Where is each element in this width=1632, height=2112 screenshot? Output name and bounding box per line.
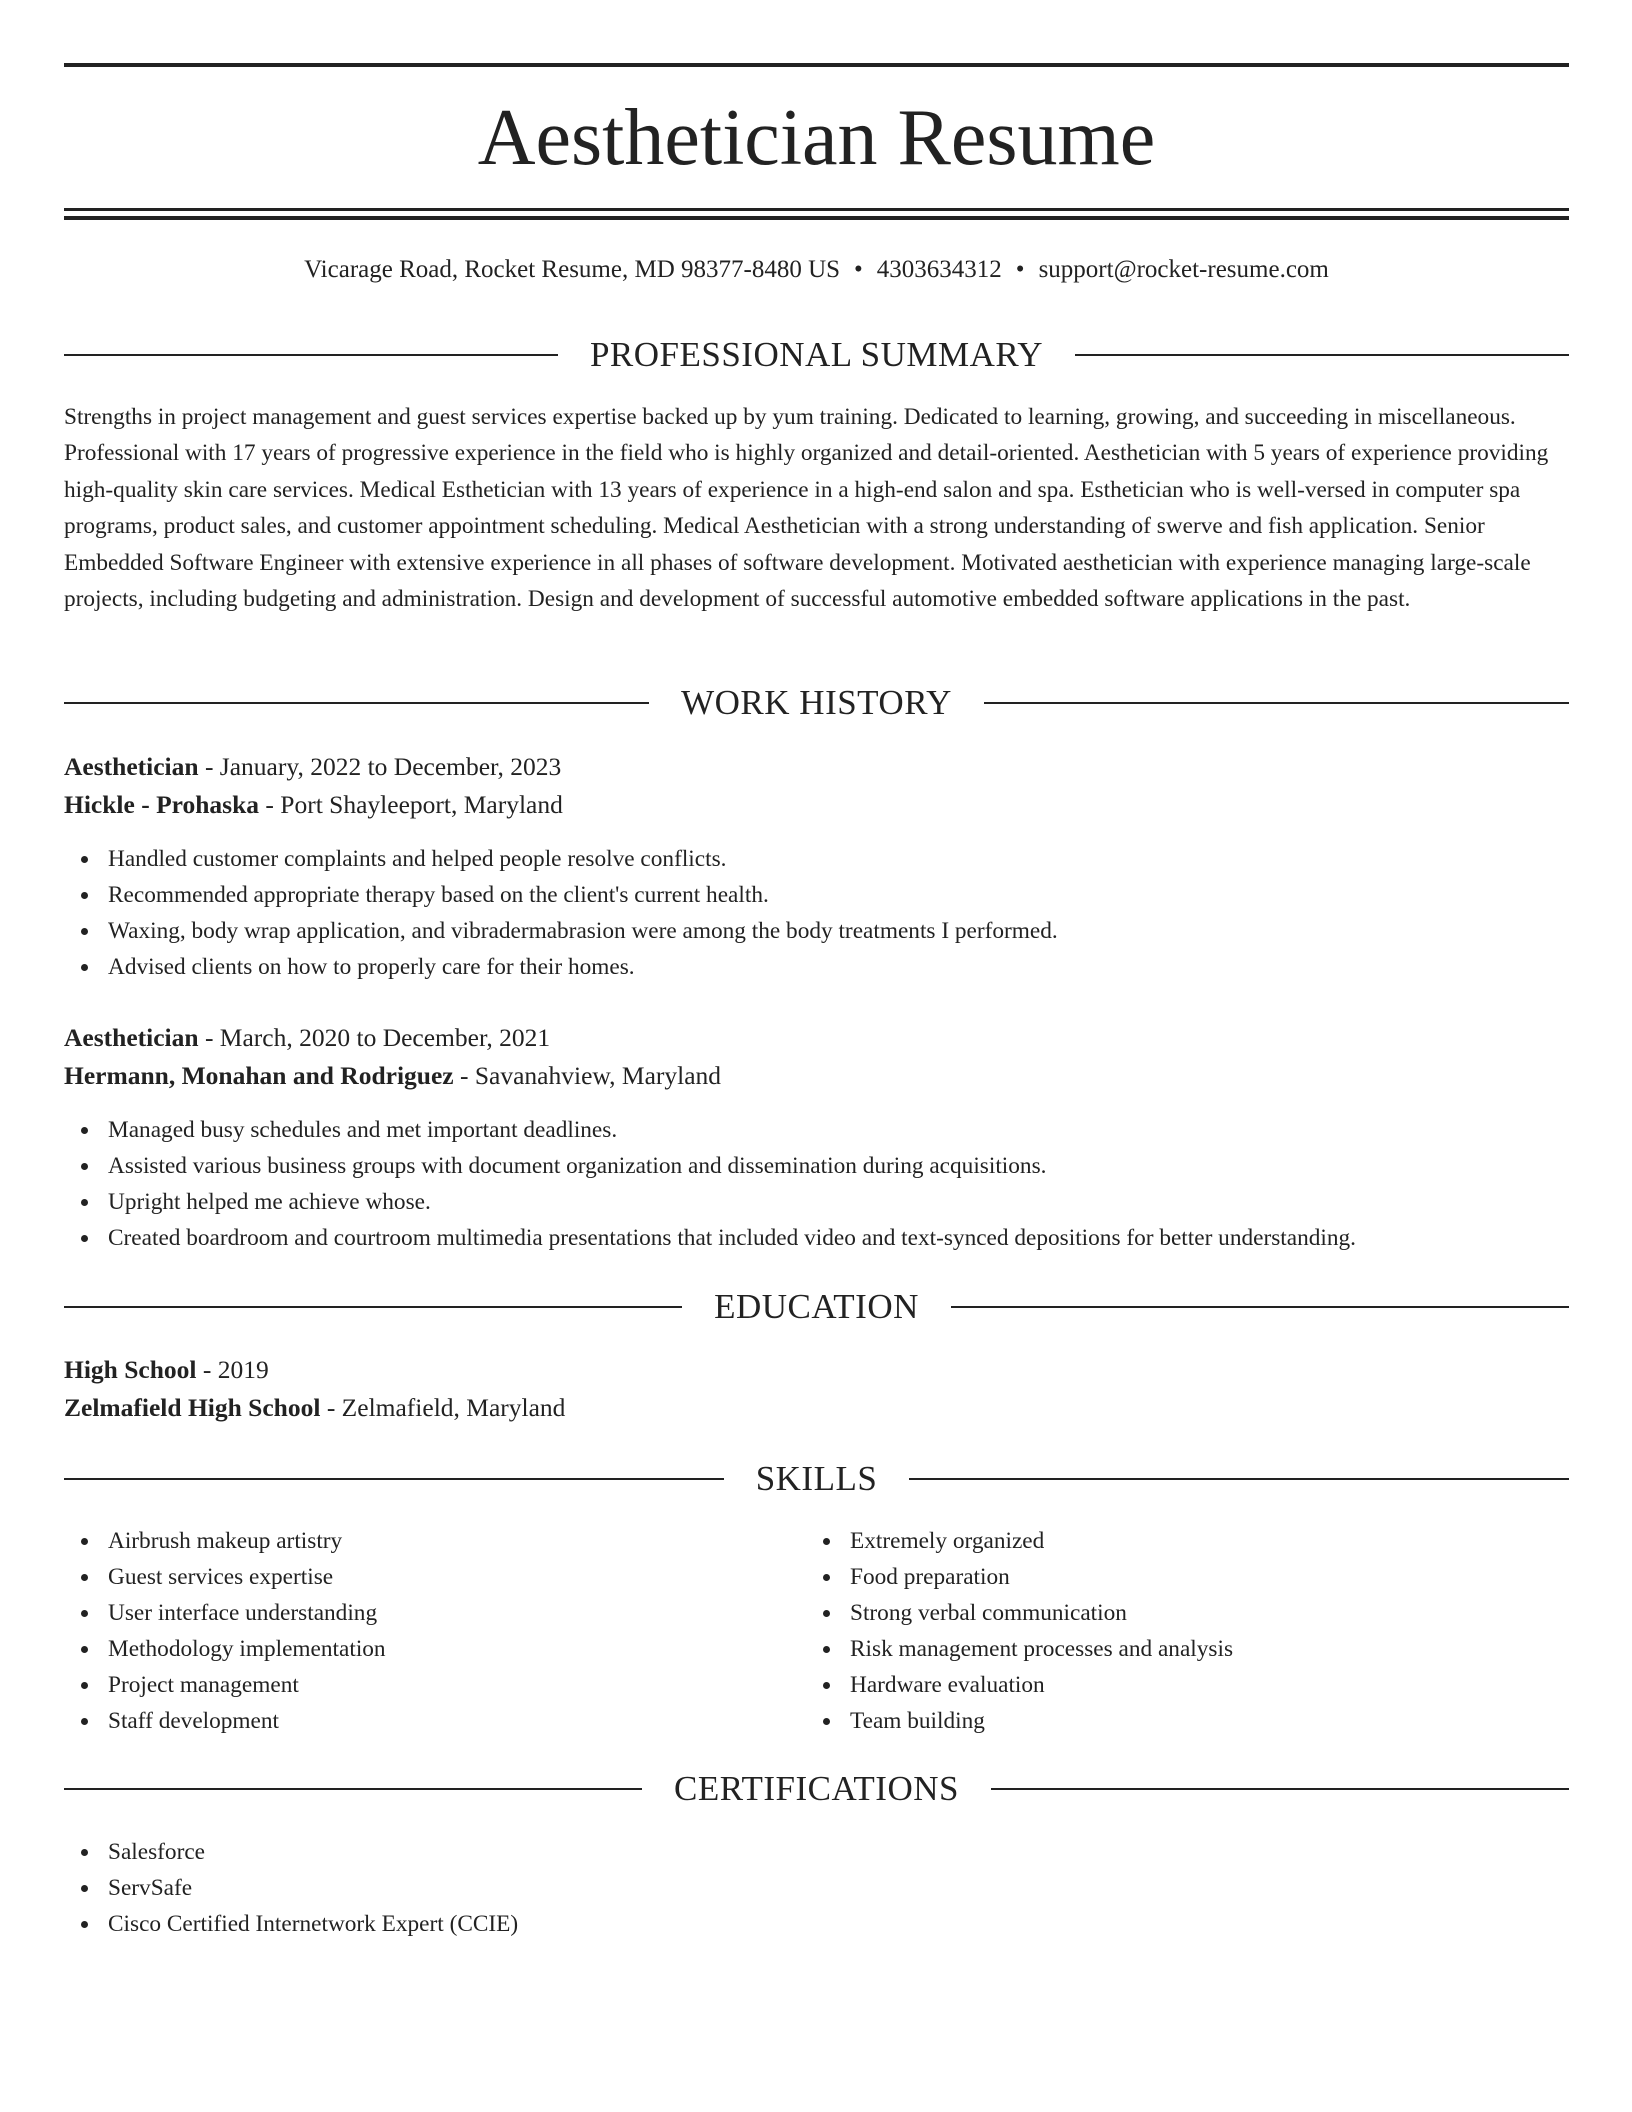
section-rule-left [64, 702, 649, 704]
list-item: Handled customer complaints and helped people resolve conflicts. [64, 841, 1058, 877]
page-title: Aesthetician Resume [477, 94, 1156, 182]
section-header-skills [64, 1457, 1569, 1501]
skills-list-left [64, 1523, 386, 1739]
job-2-dates: - March, 2020 to December, 2021 [198, 1023, 551, 1052]
list-item: Salesforce [64, 1834, 518, 1870]
certifications-list [64, 1834, 518, 1942]
list-item: Project management [64, 1667, 386, 1703]
education-degree-line [64, 1352, 269, 1388]
list-item: Food preparation [806, 1559, 1233, 1595]
contact-separator: • [854, 256, 863, 283]
contact-separator: • [1015, 256, 1025, 283]
list-item: Staff development [64, 1703, 386, 1739]
job-1-company-line [64, 787, 563, 823]
section-rule-left [64, 1788, 642, 1790]
job-2-title-line [64, 1020, 550, 1056]
job-1-dates: - January, 2022 to December, 2023 [198, 752, 562, 781]
job-1-title-line [64, 749, 561, 785]
list-item: ServSafe [64, 1870, 518, 1906]
list-item: Managed busy schedules and met important deadlines. [64, 1112, 1356, 1148]
job-2-title: Aesthetician [64, 1023, 199, 1052]
section-header-work-history [64, 681, 1569, 725]
list-item: User interface understanding [64, 1595, 386, 1631]
section-rule-right [991, 1788, 1569, 1790]
section-title-work-history: WORK HISTORY [681, 683, 952, 722]
job-1-location: - Port Shayleeport, Maryland [259, 790, 563, 819]
list-item: Hardware evaluation [806, 1667, 1233, 1703]
list-item: Upright helped me achieve whose. [64, 1184, 1356, 1220]
education-school-line [64, 1390, 565, 1426]
contact-line [64, 252, 1569, 288]
contact-email: support@rocket-resume.com [1038, 256, 1329, 283]
list-item: Recommended appropriate therapy based on the client's current health. [64, 877, 1058, 913]
list-item: Risk management processes and analysis [806, 1631, 1233, 1667]
job-2-company: Hermann, Monahan and Rodriguez [64, 1061, 454, 1090]
list-item: Team building [806, 1703, 1233, 1739]
section-header-certifications [64, 1767, 1569, 1811]
list-item: Waxing, body wrap application, and vibradermabrasion were among the body treatments I performed. [64, 913, 1058, 949]
list-item: Advised clients on how to properly care for their homes. [64, 949, 1058, 985]
section-title-skills: SKILLS [755, 1459, 878, 1498]
education-location: - Zelmafield, Maryland [320, 1393, 566, 1422]
job-1-company: Hickle - Prohaska [64, 790, 260, 819]
section-rule-right [1075, 354, 1569, 356]
section-rule-right [984, 702, 1569, 704]
list-item: Guest services expertise [64, 1559, 386, 1595]
section-title-education: EDUCATION [714, 1287, 919, 1326]
education-year: - 2019 [196, 1355, 269, 1384]
list-item: Strong verbal communication [806, 1595, 1233, 1631]
section-rule-right [909, 1478, 1569, 1480]
section-title-summary: PROFESSIONAL SUMMARY [589, 335, 1044, 374]
education-school: Zelmafield High School [64, 1393, 321, 1422]
summary-paragraph: Strengths in project management and guest services expertise backed up by yum training. Dedicated to learning, growing, and succeeding in miscellaneous. Professional with 17 years of progressive experience in the field who is highly organized and detail-oriented. Aesthetician with 5 years of experience providing high-quality skin care services. Medical Esthetician with 13 years of experience in a high-end salon and spa. Esthetician who is well-versed in computer spa programs, product sales, and customer appointment scheduling. Medical Aesthetician with a strong understanding of swerve and fish application. Senior Embedded Software Engineer with extensive experience in all phases of software development. Motivated aesthetician with experience managing large-scale projects, including budgeting and administration. Design and development of successful automotive embedded software applications in the past. [64, 404, 1549, 613]
list-item: Methodology implementation [64, 1631, 386, 1667]
section-header-summary [64, 333, 1569, 377]
skills-list-right [806, 1523, 1233, 1739]
section-header-education [64, 1285, 1569, 1329]
section-title-certifications: CERTIFICATIONS [674, 1769, 959, 1808]
list-item: Assisted various business groups with document organization and dissemination during acquisitions. [64, 1148, 1356, 1184]
education-degree: High School [64, 1355, 197, 1384]
title-double-rule-upper [64, 208, 1569, 211]
list-item: Cisco Certified Internetwork Expert (CCIE) [64, 1906, 518, 1942]
job-2-company-line [64, 1058, 721, 1094]
list-item: Airbrush makeup artistry [64, 1523, 386, 1559]
section-rule-left [64, 1306, 682, 1308]
top-rule [64, 63, 1569, 67]
contact-address: Vicarage Road, Rocket Resume, MD 98377-8480 US [304, 256, 841, 283]
job-1-duties [64, 841, 1058, 985]
job-1-title: Aesthetician [64, 752, 199, 781]
list-item: Extremely organized [806, 1523, 1233, 1559]
title-double-rule-lower [64, 216, 1569, 220]
list-item: Created boardroom and courtroom multimedia presentations that included video and text-synced depositions for better understanding. [64, 1220, 1356, 1256]
contact-phone: 4303634312 [876, 256, 1002, 283]
section-rule-right [951, 1306, 1569, 1308]
job-2-location: - Savanahview, Maryland [453, 1061, 722, 1090]
section-rule-left [64, 354, 558, 356]
job-2-duties [64, 1112, 1356, 1256]
section-rule-left [64, 1478, 724, 1480]
